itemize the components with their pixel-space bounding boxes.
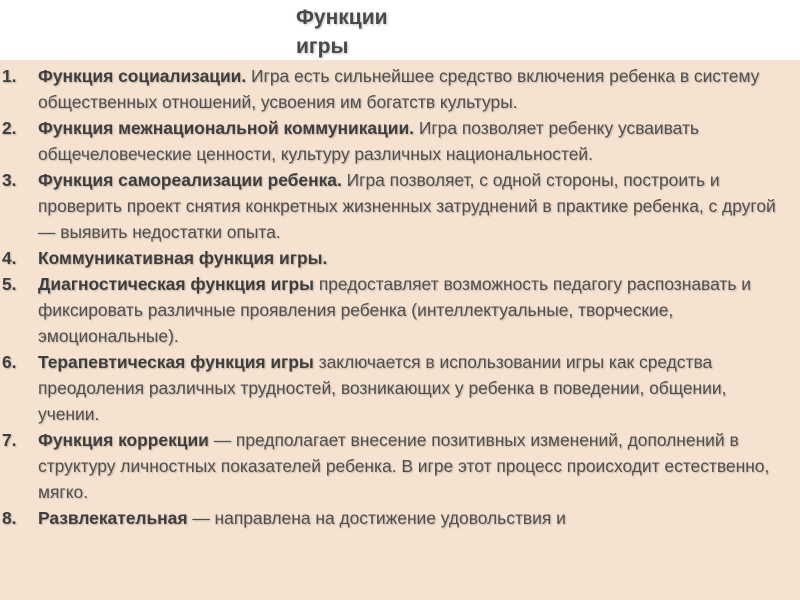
item-text: заключается в использовании игры как средства преодоления различных трудностей, возникающих у ребенка в поведении, общении, учении. (38, 352, 727, 424)
function-list (0, 63, 790, 531)
item-number: 4. (2, 248, 17, 268)
slide-title: Функции игры (296, 6, 388, 58)
item-lead: Коммуникативная функция игры. (38, 248, 328, 268)
item-lead: Терапевтическая функция игры (38, 352, 314, 372)
item-text: предоставляет возможность педагогу распознавать и фиксировать различные проявления ребенка (интеллектуальные, творческие, эмоциональные). (38, 274, 751, 346)
item-text: Игра есть сильнейшее средство включения ребенка в систему общественных отношений, усвоения им богатств культуры. (38, 66, 760, 112)
item-lead: Функция социализации. (38, 66, 247, 86)
list-item (0, 167, 790, 245)
item-number: 3. (2, 170, 17, 190)
list-item (0, 427, 790, 505)
item-lead: Функция межнациональной коммуникации. (38, 118, 414, 138)
item-number: 5. (2, 274, 17, 294)
item-lead: Диагностическая функция игры (38, 274, 314, 294)
list-item (0, 349, 790, 427)
item-lead: Развлекательная (38, 508, 188, 528)
item-lead: Функция самореализации ребенка. (38, 170, 342, 190)
list-item (0, 271, 790, 349)
list-item (0, 505, 790, 531)
item-number: 6. (2, 352, 17, 372)
item-number: 8. (2, 508, 17, 528)
item-number: 2. (2, 118, 17, 138)
list-item (0, 115, 790, 167)
item-number: 7. (2, 430, 17, 450)
list-item (0, 63, 790, 115)
item-lead: Функция коррекции (38, 430, 209, 450)
list-item (0, 245, 790, 271)
item-text: Игра позволяет, с одной стороны, построить и проверить проект снятия конкретных жизненных затруднений в практике ребенка, с другой — выявить недостатки опыта. (38, 170, 776, 242)
item-text: — направлена на достижение удовольствия и (187, 508, 566, 528)
item-text: Игра позволяет ребенку усваивать общечеловеческие ценности, культуру различных национальностей. (38, 118, 699, 164)
item-number: 1. (2, 66, 17, 86)
item-text: — предполагает внесение позитивных изменений, дополнений в структуру личностных показателей ребенка. В игре этот процесс происходит естественно, мягко. (38, 430, 770, 502)
